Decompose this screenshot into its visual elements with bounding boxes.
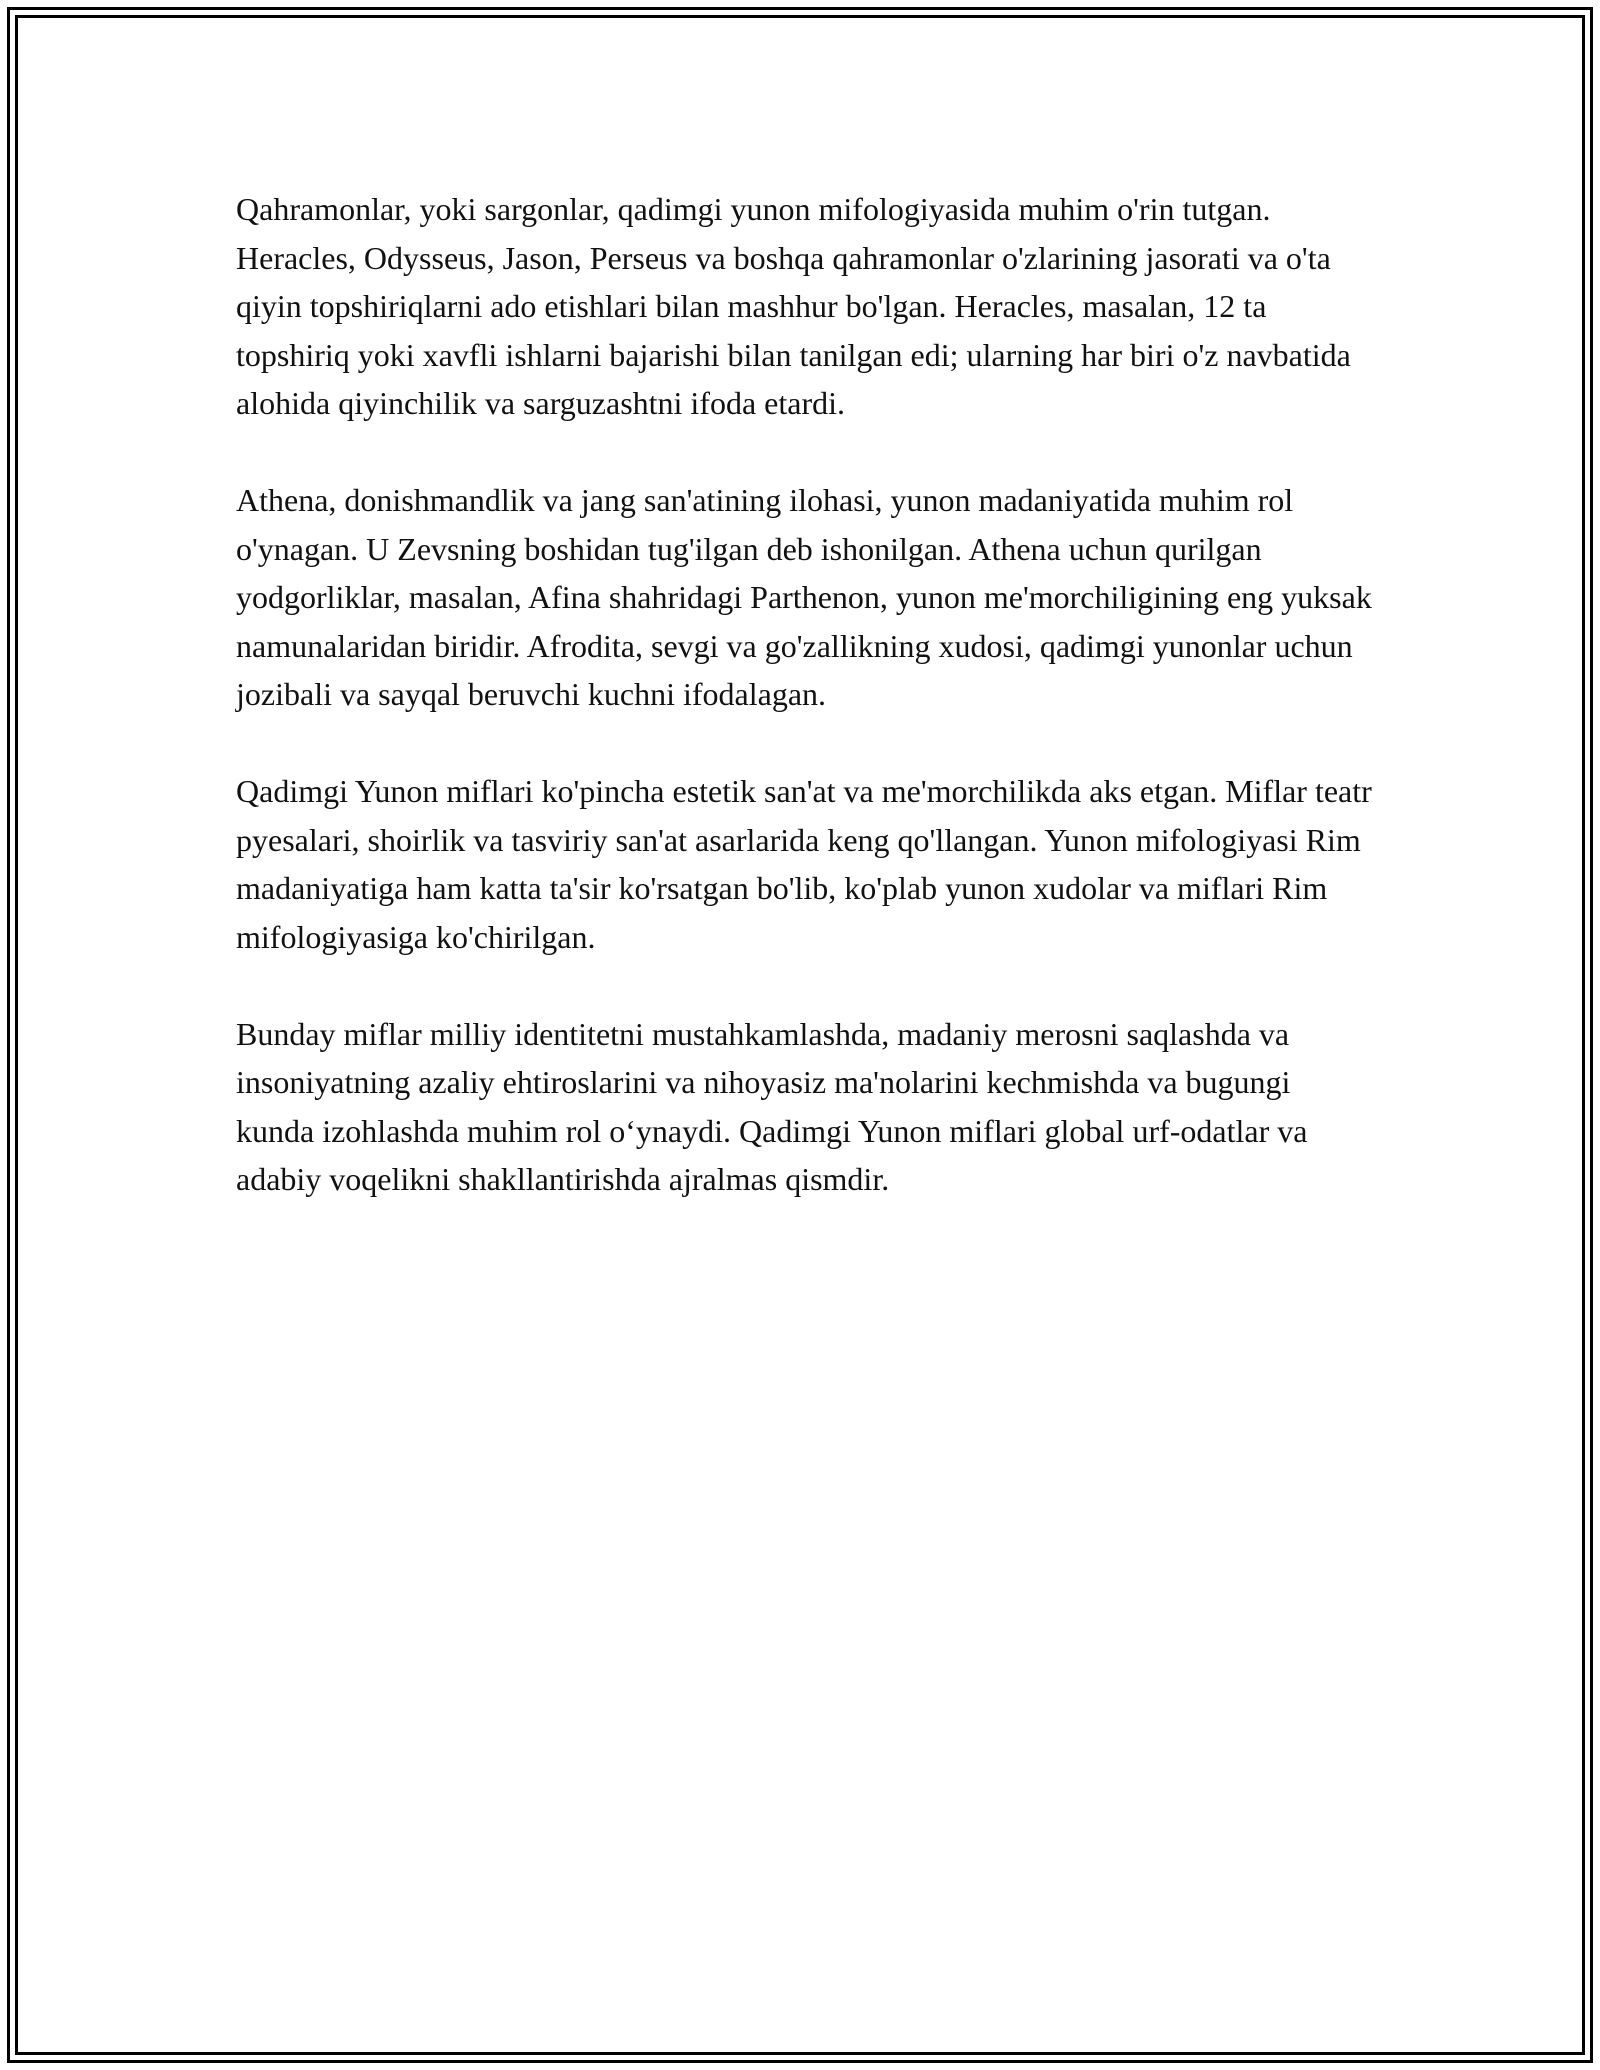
paragraph-heroes: Qahramonlar, yoki sargonlar, qadimgi yunon mifologiyasida muhim o'rin tutgan. Heracles, Odysseus, Jason, Perseus va boshqa qahramonlar o'zlarining jasorati va o'ta qiyin topshiriqlarni ado etishlari bilan mashhur bo'lgan. Heracles, masalan, 12 ta topshiriq yoki xavfli ishlarni bajarishi bilan tanilgan edi; ularning har biri o'z navbatida alohida qiyinchilik va sarguzashtni ifoda etardi. bbox=[236, 191, 1351, 421]
paragraph-athena: Athena, donishmandlik va jang san'atining ilohasi, yunon madaniyatida muhim rol o'ynagan. U Zevsning boshidan tug'ilgan deb ishonilgan. Athena uchun qurilgan yodgorliklar, masalan, Afina shahridagi Parthenon, yunon me'morchiligining eng yuksak namunalaridan biridir. Afrodita, sevgi va go'zallikning xudosi, qadimgi yunonlar uchun jozibali va sayqal beruvchi kuchni ifodalagan. bbox=[236, 482, 1372, 712]
document-body bbox=[236, 185, 1376, 1252]
paragraph-heritage: Bunday miflar milliy identitetni mustahkamlashda, madaniy merosni saqlashda va insoniyatning azaliy ehtiroslarini va nihoyasiz ma'nolarini kechmishda va bugungi kunda izohlashda muhim rol o‘ynaydi. Qadimgi Yunon miflari global urf-odatlar va adabiy voqelikni shakllantirishda ajralmas qismdir. bbox=[236, 1015, 1308, 1197]
paragraph-art-architecture: Qadimgi Yunon miflari ko'pincha estetik san'at va me'morchilikda aks etgan. Miflar teatr pyesalari, shoirlik va tasviriy san'at asarlarida keng qo'llangan. Yunon mifologiyasi Rim madaniyatiga ham katta ta'sir ko'rsatgan bo'lib, ko'plab yunon xudolar va miflari Rim mifologiyasiga ko'chirilgan. bbox=[236, 773, 1372, 955]
